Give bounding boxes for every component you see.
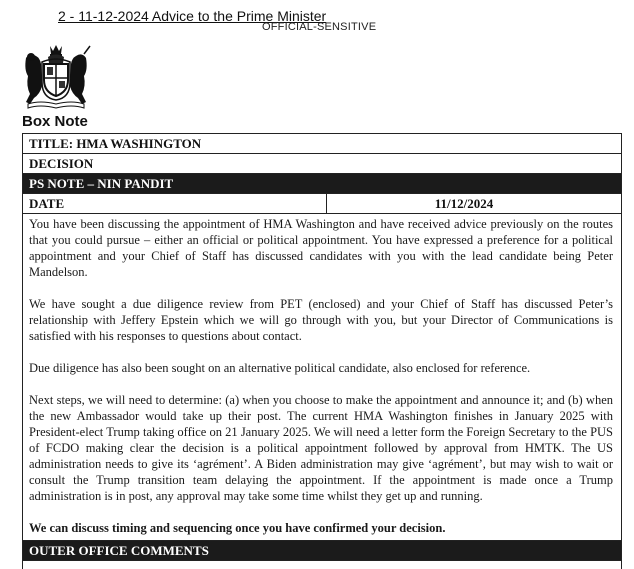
- ps-note-band: PS NOTE – NIN PANDIT: [23, 174, 621, 194]
- classification-marking: OFFICIAL-SENSITIVE: [262, 21, 377, 33]
- date-value: 11/12/2024: [434, 196, 494, 211]
- note-body: [23, 214, 621, 541]
- paragraph: You have been discussing the appointment of HMA Washington and have received advice previously on the routes that you could pursue – either an official or political appointment. You have expressed a preference for a political appointment and your Chief of Staff has discussed candidates with you with the lead candidate being Peter Mandelson.: [29, 217, 613, 279]
- document-title-link[interactable]: 2 - 11-12-2024 Advice to the Prime Minister: [58, 8, 327, 24]
- date-row: [23, 194, 621, 214]
- royal-coat-of-arms-icon: [20, 42, 92, 110]
- outer-office-comments-band: OUTER OFFICE COMMENTS: [23, 541, 621, 561]
- paragraph-bold: We can discuss timing and sequencing once you have confirmed your decision.: [29, 521, 446, 535]
- paragraph: Next steps, we will need to determine: (a) when you choose to make the appointment and announce it; and (b) when the new Ambassador would take up their post. The current HMA Washington finishes in January 2025 with President-elect Trump taking office on 21 January 2025. We will need a letter form the Foreign Secretary to the PUS of FCDO making clear the decision is a political appointment followed by approval from HMTK. The US administration needs to give its ‘agrément’. A Biden administration may give ‘agrément’, but may wish to wait or consult the Trump transition team delaying the appointment. If the appointment is made once a Trump administration is in post, any approval may take some time whilst they get up and running.: [29, 393, 613, 503]
- date-label: DATE: [23, 194, 327, 213]
- box-note-form: [22, 133, 622, 569]
- decision-row: DECISION: [23, 154, 621, 174]
- box-note-heading: Box Note: [22, 113, 88, 130]
- title-row: TITLE: HMA WASHINGTON: [23, 134, 621, 154]
- paragraph: We have sought a due diligence review from PET (enclosed) and your Chief of Staff has discussed Peter’s relationship with Jeffery Epstein which we will go through with you, but your Director of Communications is satisfied with his responses to questions about contact.: [29, 297, 613, 343]
- paragraph: Due diligence has also been sought on an alternative political candidate, also enclosed for reference.: [29, 361, 531, 375]
